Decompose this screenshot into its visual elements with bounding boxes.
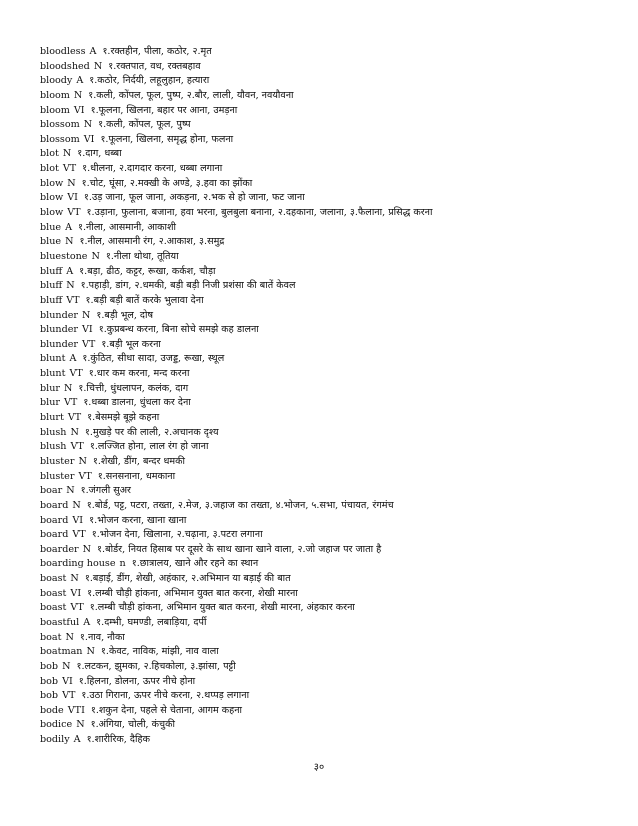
entry-part-of-speech: VT bbox=[66, 294, 80, 306]
dictionary-entry bbox=[40, 294, 598, 309]
entry-part-of-speech: N bbox=[83, 119, 93, 131]
entry-part-of-speech: VT bbox=[67, 412, 82, 424]
entry-part-of-speech: VI bbox=[70, 587, 82, 599]
entry-meaning: १.उठा गिराना, ऊपर नीचे करना, २.थप्पड़ लगाना bbox=[81, 690, 250, 702]
entry-part-of-speech: VI bbox=[67, 192, 78, 204]
dictionary-entry bbox=[40, 367, 598, 382]
entry-meaning: १.चित्ती, धुंधलापन, कलंक, दाग bbox=[78, 382, 189, 394]
dictionary-entry bbox=[40, 147, 598, 162]
entry-part-of-speech: N bbox=[93, 60, 103, 72]
entry-part-of-speech: VT bbox=[67, 207, 81, 219]
entry-part-of-speech: A bbox=[83, 616, 91, 628]
entry-part-of-speech: A bbox=[76, 75, 84, 87]
dictionary-entry bbox=[40, 543, 598, 558]
dictionary-entry bbox=[40, 587, 598, 602]
dictionary-entry bbox=[40, 572, 598, 587]
dictionary-entry bbox=[40, 528, 598, 543]
entry-meaning: १.कली, कोंपल, फूल, पुष्प, २.बौर, लाली, यौवन, नवयौवना bbox=[88, 89, 294, 101]
dictionary-entry bbox=[40, 484, 598, 499]
dictionary-entry bbox=[40, 689, 598, 704]
entry-meaning: १.बड़ा, ढीठ, कट्टर, रूखा, कर्कश, चौड़ा bbox=[79, 265, 216, 277]
entry-part-of-speech: VT bbox=[62, 163, 77, 175]
entry-meaning: १.चोट, घूंसा, २.मक्खी के अण्डे, ३.हवा का झोंका bbox=[81, 177, 253, 189]
dictionary-entry bbox=[40, 309, 598, 324]
entry-part-of-speech: VT bbox=[63, 397, 78, 409]
entry-meaning: १.हिलना, डोलना, ऊपर नीचे होना bbox=[78, 675, 196, 687]
entry-meaning: १.मुखड़े पर की लाली, २.अचानक दृश्य bbox=[84, 426, 219, 438]
dictionary-entry bbox=[40, 45, 598, 60]
entry-headword: bloodless bbox=[40, 46, 86, 57]
dictionary-entry bbox=[40, 74, 598, 89]
entry-meaning: १.नील, आसमानी रंग, २.आकाश, ३.समुद्र bbox=[79, 236, 225, 248]
entry-meaning: १.कुंठित, सीधा सादा, उजड्ड, रूखा, स्थूल bbox=[82, 353, 225, 365]
entry-part-of-speech: VTI bbox=[67, 704, 85, 716]
entry-meaning: १.जंगली सुअर bbox=[80, 485, 131, 497]
dictionary-entry bbox=[40, 250, 598, 265]
entry-headword: bob bbox=[40, 690, 59, 702]
dictionary-entry bbox=[40, 616, 598, 631]
entry-headword: board bbox=[40, 514, 69, 526]
dictionary-entry bbox=[40, 133, 598, 148]
entry-meaning: १.सनसनाना, धमकाना bbox=[97, 470, 176, 482]
entry-headword: boarding house bbox=[40, 558, 116, 570]
entry-meaning: १.अंगिया, चोली, कंचुकी bbox=[90, 719, 175, 731]
entry-meaning: १.शारीरिक, दैहिक bbox=[86, 734, 150, 746]
entry-part-of-speech: N bbox=[66, 485, 75, 497]
dictionary-entry bbox=[40, 396, 598, 411]
entry-part-of-speech: N bbox=[70, 573, 79, 585]
entry-meaning: १.बोर्ड, पट्ट, पटरा, तख्ता, २.मेज, ३.जहाज का तख्ता, ४.भोजन, ५.सभा, पंचायत, रंगमंच bbox=[86, 499, 394, 511]
entry-headword: blow bbox=[40, 177, 64, 189]
entry-part-of-speech: A bbox=[66, 265, 74, 277]
entry-headword: bloodshed bbox=[40, 60, 90, 72]
entry-headword: bloody bbox=[40, 75, 73, 87]
entry-part-of-speech: VI bbox=[83, 133, 95, 145]
dictionary-entry bbox=[40, 675, 598, 690]
entry-part-of-speech: N bbox=[62, 660, 71, 672]
dictionary-entry bbox=[40, 221, 598, 236]
dictionary-entry bbox=[40, 206, 598, 221]
entry-part-of-speech: N bbox=[76, 719, 85, 731]
dictionary-entry bbox=[40, 645, 598, 660]
entry-part-of-speech: N bbox=[82, 543, 92, 555]
entry-headword: blue bbox=[40, 236, 62, 248]
entry-headword: blunder bbox=[40, 338, 78, 350]
dictionary-entry bbox=[40, 89, 598, 104]
dictionary-entry bbox=[40, 557, 598, 572]
entry-meaning: १.फूलना, खिलना, समृद्ध होना, फलना bbox=[100, 133, 234, 145]
entry-part-of-speech: VT bbox=[78, 470, 92, 482]
dictionary-entry bbox=[40, 382, 598, 397]
entry-part-of-speech: N bbox=[81, 309, 91, 321]
entry-headword: bluff bbox=[40, 265, 63, 277]
dictionary-entry bbox=[40, 162, 598, 177]
dictionary-entry bbox=[40, 279, 598, 294]
entry-meaning: १.बड़ी बड़ी बातें करके भुलावा देना bbox=[85, 294, 204, 306]
entry-headword: boatman bbox=[40, 646, 83, 658]
dictionary-entry bbox=[40, 323, 598, 338]
entry-headword: boat bbox=[40, 631, 62, 643]
entry-part-of-speech: N bbox=[78, 455, 87, 467]
entry-meaning: १.लम्बी चौड़ी हांकना, अभिमान युक्त बात करना, शेखी मारना, अंहकार करना bbox=[89, 602, 355, 614]
entry-part-of-speech: N bbox=[72, 499, 81, 511]
entry-meaning: १.शेखी, डींग, बन्दर धमकी bbox=[92, 455, 185, 467]
entry-meaning: १.बोर्डर, नियत हिसाब पर दूसरे के साथ खाना खाने वाला, २.जो जहाज पर जाता है bbox=[97, 543, 382, 555]
dictionary-entry bbox=[40, 440, 598, 455]
entry-part-of-speech: N bbox=[62, 148, 72, 160]
entry-part-of-speech: A bbox=[89, 46, 97, 57]
entry-meaning: १.धीलना, २.दागदार करना, धब्बा लगाना bbox=[82, 163, 223, 175]
entry-headword: boarder bbox=[40, 543, 79, 555]
entry-headword: blunder bbox=[40, 324, 78, 336]
entry-headword: bodice bbox=[40, 719, 73, 731]
entry-part-of-speech: VI bbox=[81, 324, 93, 336]
entry-headword: bluster bbox=[40, 455, 75, 467]
entry-meaning: १.कठोर, निर्दयी, लहूलुहान, हत्यारा bbox=[89, 75, 210, 87]
entry-headword: blunt bbox=[40, 353, 66, 365]
entry-meaning: १.धार कम करना, मन्द करना bbox=[88, 368, 190, 380]
entry-meaning: १.लम्बी चौड़ी हांकना, अभिमान युक्त बात करना, शेखी मारना bbox=[87, 587, 298, 599]
entry-headword: blush bbox=[40, 441, 67, 453]
dictionary-entry bbox=[40, 514, 598, 529]
dictionary-entry bbox=[40, 601, 598, 616]
entry-headword: blue bbox=[40, 221, 62, 233]
entry-part-of-speech: N bbox=[91, 250, 100, 262]
entry-meaning: १.नीला, आसमानी, आकाशी bbox=[78, 221, 177, 233]
entry-headword: bloom bbox=[40, 104, 70, 116]
entry-headword: blossom bbox=[40, 133, 80, 145]
entry-part-of-speech: A bbox=[69, 353, 77, 365]
dictionary-entry bbox=[40, 265, 598, 280]
entry-headword: bluestone bbox=[40, 250, 88, 262]
entry-part-of-speech: A bbox=[73, 734, 81, 746]
entry-headword: blur bbox=[40, 397, 60, 409]
entry-headword: boast bbox=[40, 602, 67, 614]
entry-list bbox=[40, 45, 598, 748]
entry-meaning: १.धब्बा डालना, धुंधला कर देना bbox=[83, 397, 191, 409]
entry-part-of-speech: VT bbox=[69, 368, 83, 380]
entry-meaning: १.केवट, नाविक, मांझी, नाव वाला bbox=[100, 646, 219, 658]
dictionary-entry bbox=[40, 718, 598, 733]
entry-meaning: १.उड़ जाना, फूल जाना, अकड़ना, २.भक से हो जाना, फट जाना bbox=[83, 192, 305, 204]
entry-part-of-speech: VI bbox=[73, 104, 85, 116]
entry-part-of-speech: VI bbox=[62, 675, 73, 687]
page-number: ३० bbox=[313, 762, 325, 773]
dictionary-entry bbox=[40, 338, 598, 353]
entry-meaning: १.बड़ाई, डींग, शेखी, अहंकार, २.अभिमान या बड़ाई की बात bbox=[84, 573, 291, 585]
entry-meaning: १.बड़ी भूल करना bbox=[101, 338, 161, 350]
entry-part-of-speech: N bbox=[65, 631, 74, 643]
entry-part-of-speech: N bbox=[63, 382, 73, 394]
entry-headword: bob bbox=[40, 675, 59, 687]
entry-meaning: १.लज्जित होना, लाल रंग हो जाना bbox=[89, 441, 209, 453]
dictionary-entry bbox=[40, 191, 598, 206]
entry-part-of-speech: VT bbox=[70, 602, 84, 614]
entry-part-of-speech: N bbox=[65, 236, 74, 248]
entry-meaning: १.रक्तपात, वध, रक्तबहाव bbox=[108, 60, 201, 72]
entry-headword: blossom bbox=[40, 119, 80, 131]
dictionary-entry bbox=[40, 455, 598, 470]
dictionary-entry bbox=[40, 411, 598, 426]
dictionary-entry bbox=[40, 470, 598, 485]
entry-meaning: १.पहाड़ी, डांग, २.धमकी, बड़ी बड़ी निजी प्रशंसा की बातें केवल bbox=[80, 280, 296, 292]
entry-headword: blot bbox=[40, 163, 59, 175]
entry-headword: boast bbox=[40, 573, 67, 585]
entry-meaning: १.दम्भी, घमण्डी, लबाड़िया, दर्पी bbox=[96, 616, 207, 628]
entry-meaning: १.शकुन देना, पहले से चेताना, आगम कहना bbox=[90, 704, 243, 716]
entry-headword: boast bbox=[40, 587, 67, 599]
entry-meaning: १.फूलना, खिलना, बहार पर आना, उमड़ना bbox=[90, 104, 238, 116]
dictionary-entry bbox=[40, 177, 598, 192]
entry-headword: blunder bbox=[40, 309, 78, 321]
dictionary-entry bbox=[40, 60, 598, 75]
dictionary-entry bbox=[40, 104, 598, 119]
entry-part-of-speech: VT bbox=[81, 338, 96, 350]
dictionary-entry bbox=[40, 660, 598, 675]
entry-part-of-speech: VI bbox=[72, 514, 84, 526]
entry-part-of-speech: VT bbox=[72, 529, 86, 541]
entry-headword: blow bbox=[40, 207, 64, 219]
entry-part-of-speech: N bbox=[70, 426, 79, 438]
entry-headword: bluff bbox=[40, 294, 63, 306]
entry-meaning: १.लटकन, झुमका, २.हिचकोला, ३.झांसा, पट्टी bbox=[76, 660, 236, 672]
entry-meaning: १.नीला थोथा, तूतिया bbox=[105, 250, 179, 262]
entry-headword: bode bbox=[40, 704, 64, 716]
dictionary-entry bbox=[40, 631, 598, 646]
dictionary-entry bbox=[40, 118, 598, 133]
entry-part-of-speech: n bbox=[119, 558, 126, 570]
entry-part-of-speech: VT bbox=[70, 441, 84, 453]
entry-headword: bodily bbox=[40, 734, 70, 746]
entry-headword: blurt bbox=[40, 412, 64, 424]
entry-meaning: १.कली, कोंपल, फूल, पुष्प bbox=[98, 119, 191, 131]
entry-meaning: १.उड़ाना, फुलाना, बजाना, हवा भरना, बुलबुला बनाना, २.दहकाना, जलाना, ३.फैलाना, प्रसिद्ध करना bbox=[86, 207, 433, 219]
entry-headword: bluster bbox=[40, 470, 75, 482]
entry-meaning: १.भोजन देना, खिलाना, २.चढ़ाना, ३.पटरा लगाना bbox=[91, 529, 263, 541]
entry-meaning: १.बेसमझे बूझे कहना bbox=[87, 412, 160, 424]
entry-meaning: १.नाव, नौका bbox=[79, 631, 125, 643]
entry-meaning: १.रक्तहीन, पीला, कठोर, २.मृत bbox=[102, 46, 212, 57]
entry-headword: blot bbox=[40, 148, 59, 160]
entry-headword: board bbox=[40, 529, 69, 541]
entry-part-of-speech: N bbox=[73, 89, 83, 101]
entry-headword: boar bbox=[40, 485, 63, 497]
entry-part-of-speech: N bbox=[86, 646, 95, 658]
entry-headword: blush bbox=[40, 426, 67, 438]
dictionary-entry bbox=[40, 426, 598, 441]
entry-headword: blunt bbox=[40, 368, 66, 380]
entry-part-of-speech: A bbox=[65, 221, 73, 233]
entry-meaning: १.छात्रालय, खाने और रहने का स्थान bbox=[131, 558, 259, 570]
entry-headword: boastful bbox=[40, 616, 80, 628]
entry-part-of-speech: N bbox=[66, 280, 75, 292]
entry-headword: board bbox=[40, 499, 69, 511]
entry-headword: bloom bbox=[40, 89, 70, 101]
entry-headword: bluff bbox=[40, 280, 63, 292]
entry-meaning: १.कुप्रबन्ध करना, बिना सोचे समझे कह डालना bbox=[98, 324, 259, 336]
entry-part-of-speech: VT bbox=[62, 690, 76, 702]
dictionary-entry bbox=[40, 733, 598, 748]
entry-meaning: १.दाग, धब्बा bbox=[77, 148, 122, 160]
entry-meaning: १.भोजन करना, खाना खाना bbox=[89, 514, 187, 526]
dictionary-entry bbox=[40, 352, 598, 367]
entry-part-of-speech: N bbox=[67, 177, 76, 189]
dictionary-entry bbox=[40, 499, 598, 514]
dictionary-entry bbox=[40, 235, 598, 250]
entry-headword: blur bbox=[40, 382, 60, 394]
entry-headword: blow bbox=[40, 192, 64, 204]
entry-meaning: १.बड़ी भूल, दोष bbox=[96, 309, 154, 321]
entry-headword: bob bbox=[40, 660, 59, 672]
dictionary-entry bbox=[40, 704, 598, 719]
